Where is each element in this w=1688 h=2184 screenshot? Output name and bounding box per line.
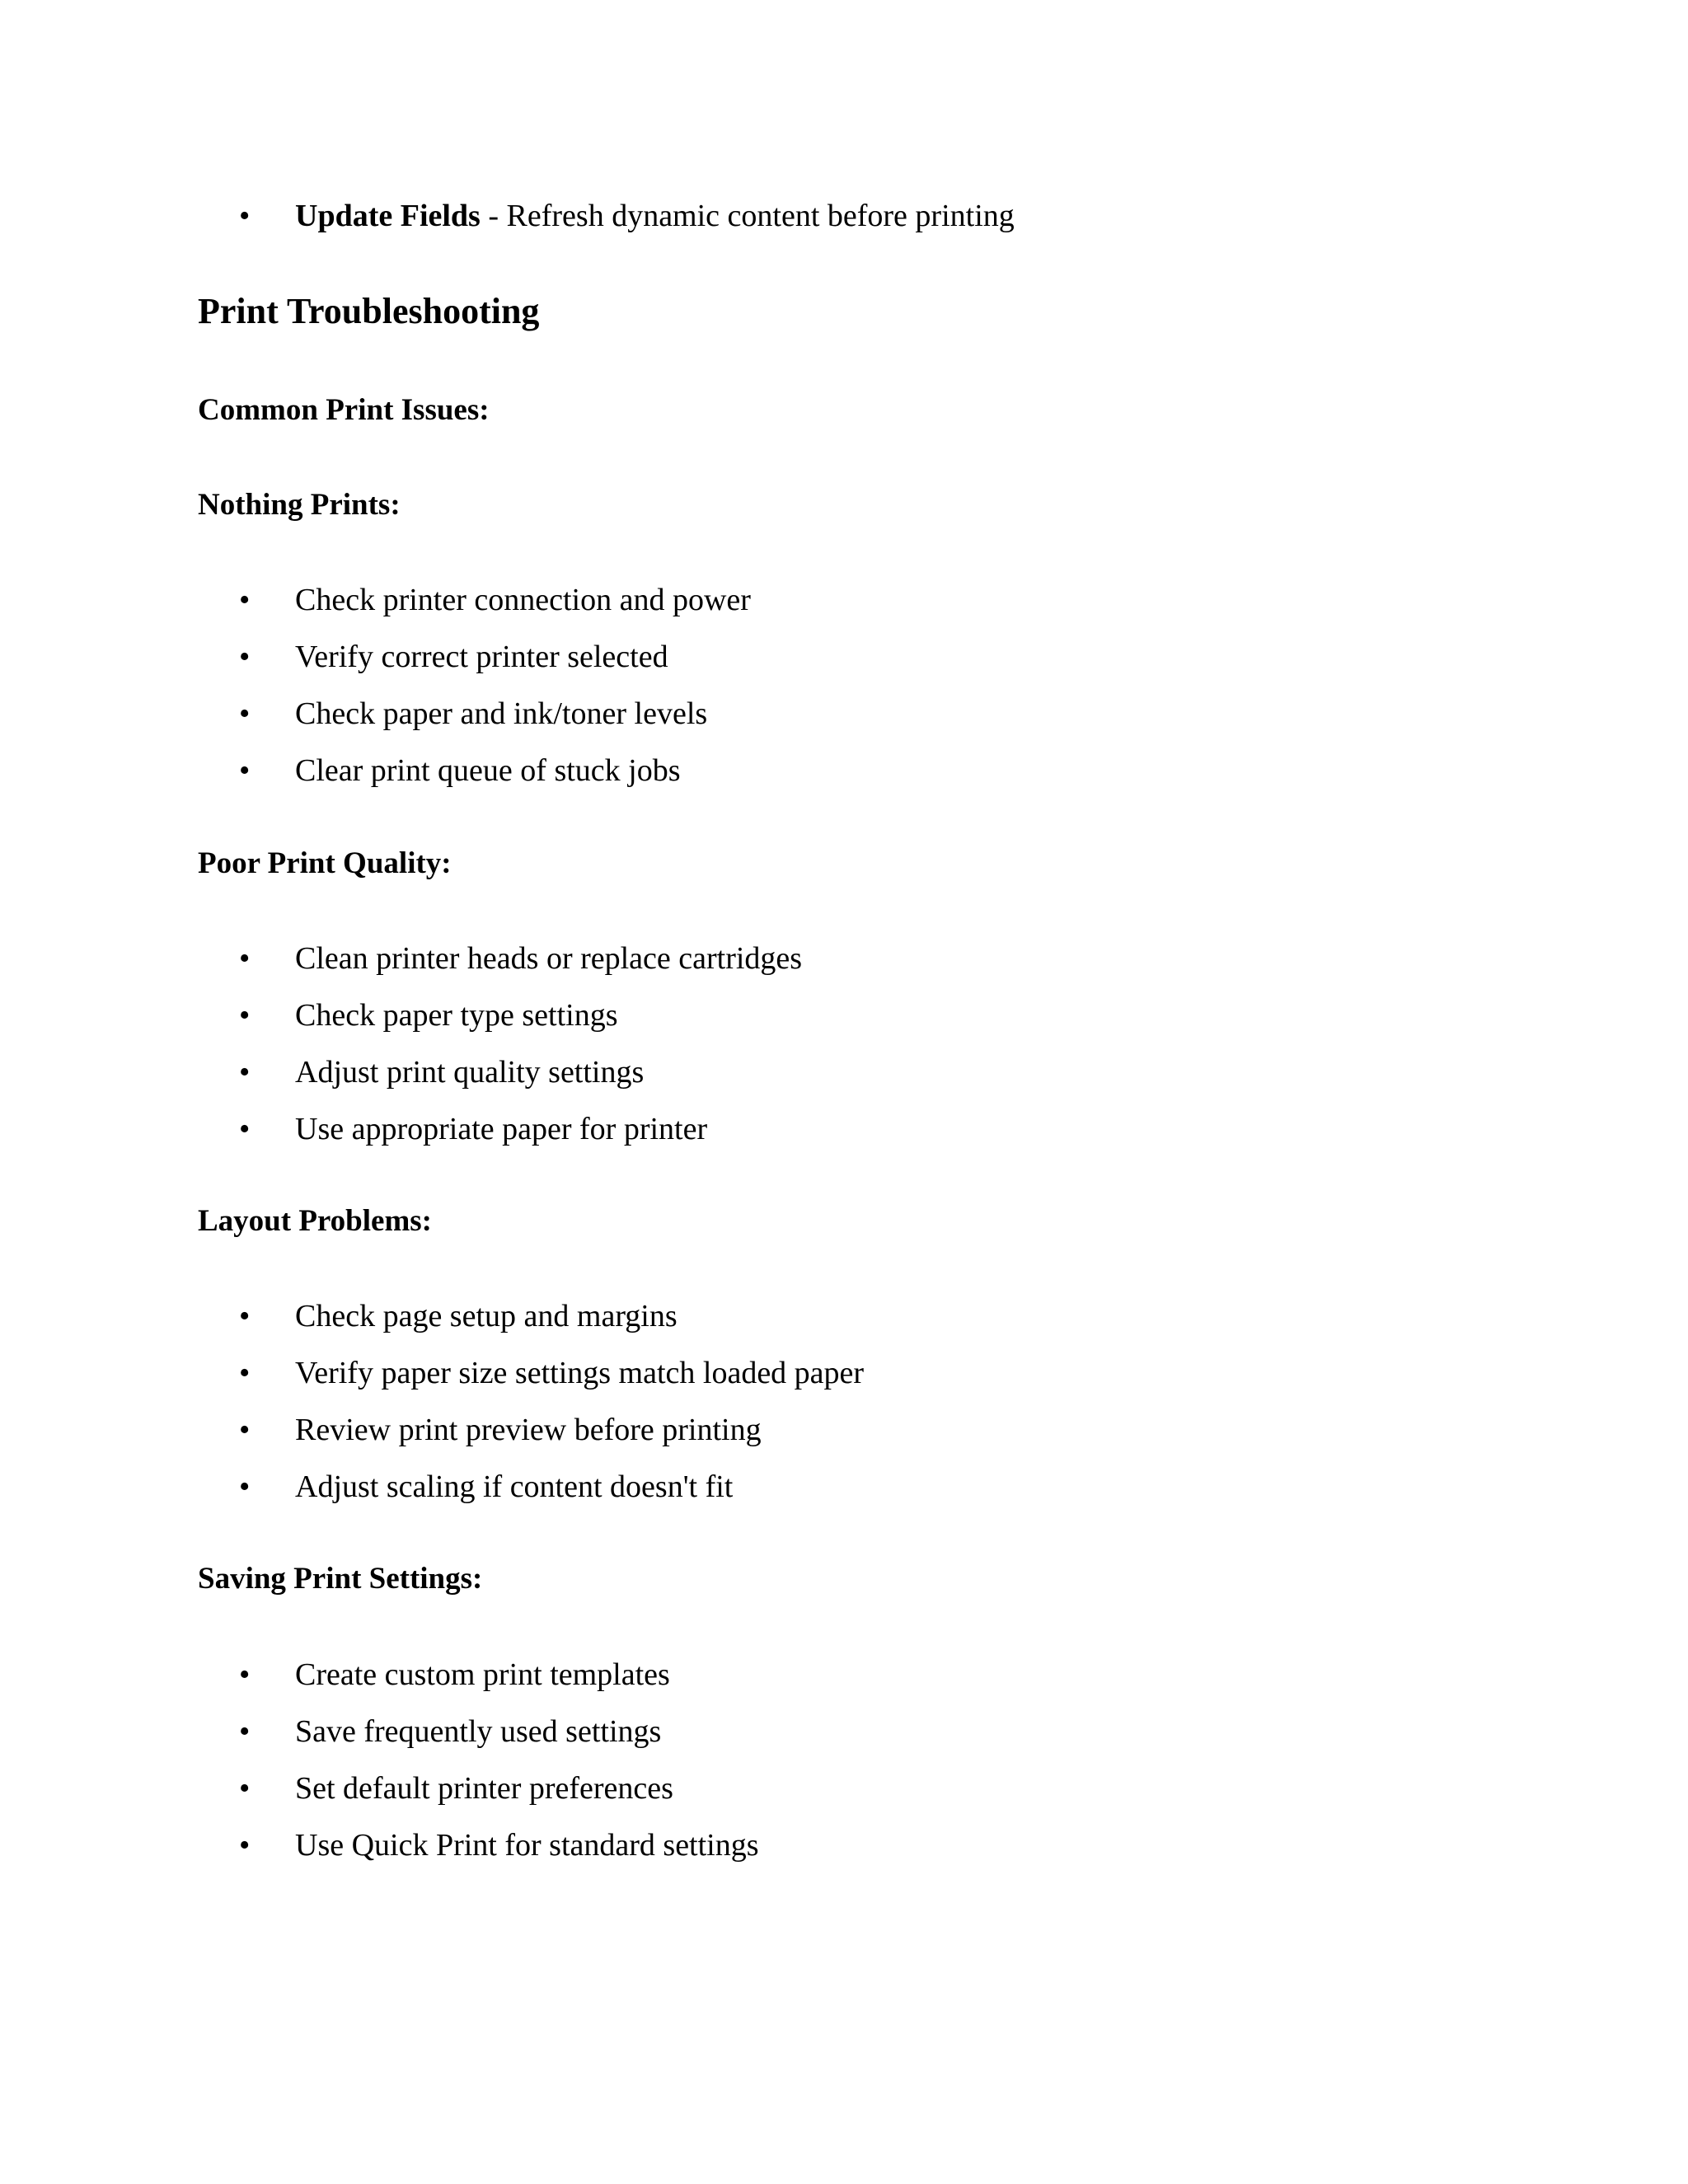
bullet-icon: • <box>239 1469 251 1504</box>
nothing-prints-list <box>198 580 751 808</box>
bullet-icon: • <box>239 583 251 617</box>
bullet-icon: • <box>239 696 251 731</box>
bullet-icon: • <box>239 1299 251 1333</box>
bullet-icon: • <box>239 1657 251 1692</box>
bullet-icon: • <box>239 998 251 1033</box>
list-item <box>198 694 751 751</box>
item-text: Verify paper size settings match loaded paper <box>295 1356 865 1390</box>
item-text: Verify correct printer selected <box>295 640 668 674</box>
list-item <box>198 1410 864 1467</box>
nothing-prints-heading: Nothing Prints: <box>198 488 401 522</box>
item-text: Set default printer preferences <box>295 1771 673 1806</box>
item-description: Refresh dynamic content before printing <box>506 199 1015 233</box>
item-text: Adjust scaling if content doesn't fit <box>295 1469 734 1504</box>
list-item <box>198 751 751 808</box>
item-text: Clear print queue of stuck jobs <box>295 753 681 788</box>
item-text: Check printer connection and power <box>295 583 751 617</box>
list-item <box>198 1467 864 1524</box>
item-text: Create custom print templates <box>295 1657 670 1692</box>
list-item <box>198 996 802 1052</box>
common-issues-heading: Common Print Issues: <box>198 393 490 427</box>
saving-settings-list <box>198 1655 759 1882</box>
item-text: Check page setup and margins <box>295 1299 678 1333</box>
list-item <box>198 939 802 996</box>
list-item <box>198 1353 864 1410</box>
section-title: Print Troubleshooting <box>198 291 540 331</box>
bullet-icon: • <box>239 1771 251 1806</box>
item-text: Check paper type settings <box>295 998 618 1033</box>
bullet-icon: • <box>239 941 251 976</box>
list-item <box>198 1052 802 1109</box>
list-item <box>198 1769 759 1825</box>
item-text: Check paper and ink/toner levels <box>295 696 708 731</box>
bullet-icon: • <box>239 1356 251 1390</box>
layout-problems-list <box>198 1296 864 1524</box>
bullet-icon: • <box>239 1112 251 1146</box>
item-text: Adjust print quality settings <box>295 1055 645 1090</box>
list-item <box>198 637 751 694</box>
item-text: Use Quick Print for standard settings <box>295 1828 759 1863</box>
bullet-icon: • <box>239 640 251 674</box>
bullet-icon: • <box>239 199 251 233</box>
item-term: Update Fields <box>295 199 481 233</box>
poor-quality-heading: Poor Print Quality: <box>198 846 452 880</box>
saving-settings-heading: Saving Print Settings: <box>198 1562 483 1596</box>
list-item <box>198 1109 802 1166</box>
list-item <box>198 1825 759 1882</box>
bullet-icon: • <box>239 1828 251 1863</box>
list-item <box>198 1655 759 1712</box>
bullet-icon: • <box>239 753 251 788</box>
bullet-icon: • <box>239 1055 251 1090</box>
bullet-icon: • <box>239 1413 251 1447</box>
list-item <box>198 580 751 637</box>
item-text: Clean printer heads or replace cartridges <box>295 941 803 976</box>
bullet-icon: • <box>239 1714 251 1749</box>
poor-quality-list <box>198 939 802 1166</box>
item-text: Review print preview before printing <box>295 1413 762 1447</box>
intro-list <box>198 196 1015 253</box>
list-item <box>198 196 1015 253</box>
item-text: Save frequently used settings <box>295 1714 662 1749</box>
list-item <box>198 1712 759 1769</box>
list-item <box>198 1296 864 1353</box>
layout-problems-heading: Layout Problems: <box>198 1204 433 1238</box>
item-text: Use appropriate paper for printer <box>295 1112 708 1146</box>
item-separator: - <box>480 199 507 233</box>
